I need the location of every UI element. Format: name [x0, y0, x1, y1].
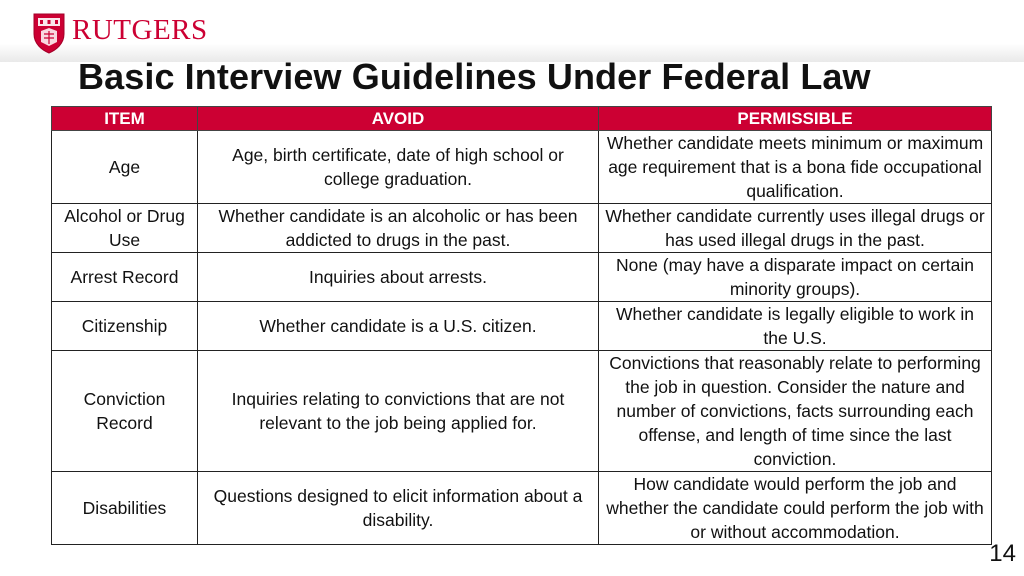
avoid-cell: Whether candidate is an alcoholic or has been addicted to drugs in the past. [198, 204, 599, 253]
table-row [52, 351, 992, 472]
page-title: Basic Interview Guidelines Under Federal Law [78, 56, 871, 97]
item-cell: Conviction Record [52, 351, 198, 472]
header-item: ITEM [52, 107, 198, 131]
permissible-cell: How candidate would perform the job and whether the candidate could perform the job with or without accommodation. [599, 472, 992, 545]
avoid-cell: Inquiries relating to convictions that are not relevant to the job being applied for. [198, 351, 599, 472]
avoid-cell: Age, birth certificate, date of high school or college graduation. [198, 131, 599, 204]
table-row [52, 253, 992, 302]
rutgers-shield-icon [32, 12, 66, 54]
permissible-cell: Convictions that reasonably relate to performing the job in question. Consider the nature and number of convictions, facts surrounding each offense, and length of time since the last conviction. [599, 351, 992, 472]
avoid-cell: Inquiries about arrests. [198, 253, 599, 302]
item-cell: Disabilities [52, 472, 198, 545]
item-cell: Alcohol or Drug Use [52, 204, 198, 253]
header-avoid: AVOID [198, 107, 599, 131]
permissible-cell: Whether candidate currently uses illegal drugs or has used illegal drugs in the past. [599, 204, 992, 253]
item-cell: Arrest Record [52, 253, 198, 302]
table-header-row [52, 107, 992, 131]
rutgers-logo [32, 12, 208, 54]
item-cell: Citizenship [52, 302, 198, 351]
permissible-cell: Whether candidate is legally eligible to work in the U.S. [599, 302, 992, 351]
guidelines-table [51, 106, 992, 545]
avoid-cell: Whether candidate is a U.S. citizen. [198, 302, 599, 351]
item-cell: Age [52, 131, 198, 204]
brand-wordmark: RUTGERS [72, 13, 208, 46]
permissible-cell: None (may have a disparate impact on certain minority groups). [599, 253, 992, 302]
table-row [52, 302, 992, 351]
table-row [52, 204, 992, 253]
header-permissible: PERMISSIBLE [599, 107, 992, 131]
avoid-cell: Questions designed to elicit information about a disability. [198, 472, 599, 545]
page-number: 14 [989, 540, 1016, 567]
permissible-cell: Whether candidate meets minimum or maximum age requirement that is a bona fide occupational qualification. [599, 131, 992, 204]
table-row [52, 472, 992, 545]
table-row [52, 131, 992, 204]
